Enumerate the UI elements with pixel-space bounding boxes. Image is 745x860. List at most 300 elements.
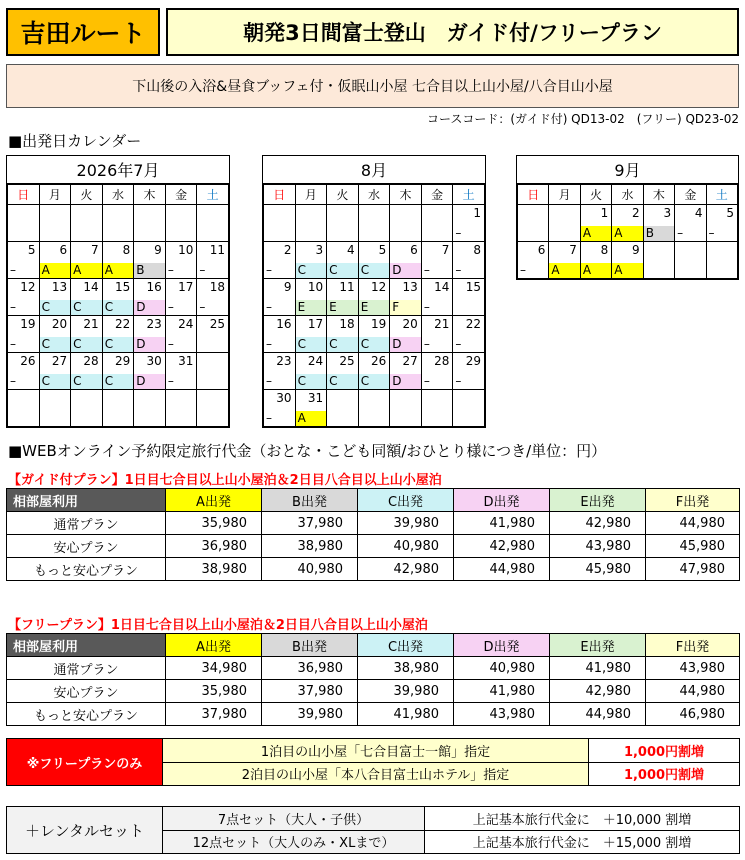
calendar-day bbox=[264, 353, 296, 390]
rental-label: ＋レンタルセット bbox=[7, 807, 163, 854]
calendar-day bbox=[165, 316, 197, 353]
day-number: 30 bbox=[276, 391, 292, 405]
calendar-day bbox=[295, 390, 327, 427]
departure-code: – bbox=[167, 263, 174, 277]
calendar-day bbox=[134, 316, 166, 353]
calendar-day bbox=[390, 353, 422, 390]
weekday-header: 土 bbox=[706, 185, 737, 205]
calendar-empty-cell bbox=[197, 205, 229, 242]
price-cell: 35,980 bbox=[166, 680, 262, 703]
calendar-day bbox=[295, 316, 327, 353]
day-number: 29 bbox=[114, 354, 131, 368]
day-number: 4 bbox=[347, 243, 355, 257]
calendar-day bbox=[295, 353, 327, 390]
free-only-table bbox=[6, 738, 740, 786]
price-cell: 40,980 bbox=[358, 535, 454, 558]
calendar-empty-cell bbox=[549, 205, 580, 242]
calendar-day bbox=[197, 242, 229, 279]
calendar-empty-cell bbox=[706, 242, 737, 279]
calendar-day bbox=[580, 242, 611, 279]
day-number: 23 bbox=[146, 317, 162, 331]
departure-code: – bbox=[455, 337, 462, 351]
weekday-header: 日 bbox=[518, 185, 549, 205]
weekday-header: 月 bbox=[549, 185, 580, 205]
calendar-day bbox=[421, 242, 453, 279]
departure-header: A出発 bbox=[166, 634, 262, 657]
weekday-header: 金 bbox=[675, 185, 706, 205]
calendar-day bbox=[102, 279, 134, 316]
price-cell: 37,980 bbox=[262, 680, 358, 703]
day-number: 18 bbox=[339, 317, 355, 331]
day-number: 2 bbox=[283, 243, 292, 257]
day-number: 7 bbox=[441, 243, 450, 257]
weekday-header: 火 bbox=[580, 185, 611, 205]
free-only-row-text: 2泊目の山小屋「本八合目富士山ホテル」指定 bbox=[163, 762, 589, 786]
departure-code: B bbox=[644, 226, 674, 241]
guide-plan-tag: 【ガイド付プラン】 bbox=[8, 473, 125, 488]
calendar-day bbox=[358, 353, 390, 390]
price-cell: 44,980 bbox=[550, 703, 646, 726]
departure-header: D出発 bbox=[454, 489, 550, 512]
day-number: 8 bbox=[122, 243, 131, 257]
calendar-month-title: 2026年7月 bbox=[7, 156, 229, 184]
calendar-day bbox=[264, 390, 296, 427]
calendar-day bbox=[358, 242, 390, 279]
day-number: 5 bbox=[378, 243, 387, 257]
day-number: 11 bbox=[209, 243, 225, 257]
departure-code: D bbox=[134, 374, 165, 389]
calendar-empty-cell bbox=[165, 205, 197, 242]
departure-header: B出発 bbox=[262, 634, 358, 657]
departure-code: A bbox=[581, 226, 611, 241]
day-number: 15 bbox=[114, 280, 131, 294]
day-number: 21 bbox=[434, 317, 450, 331]
calendar-empty-cell bbox=[39, 205, 71, 242]
calendar-empty-cell bbox=[421, 390, 453, 427]
calendar-day bbox=[102, 353, 134, 390]
weekday-header: 木 bbox=[134, 185, 166, 205]
price-cell: 41,980 bbox=[550, 657, 646, 680]
departure-code bbox=[197, 337, 228, 352]
departure-header: D出発 bbox=[454, 634, 550, 657]
calendar-day bbox=[264, 242, 296, 279]
departure-code: C bbox=[71, 300, 102, 315]
day-number: 4 bbox=[694, 206, 703, 220]
calendar-empty-cell bbox=[134, 205, 166, 242]
day-number: 9 bbox=[154, 243, 162, 257]
calendar-day bbox=[390, 279, 422, 316]
departure-header: C出発 bbox=[358, 634, 454, 657]
calendar-day bbox=[165, 242, 197, 279]
departure-code: E bbox=[296, 300, 327, 315]
calendar-empty-cell bbox=[358, 205, 390, 242]
weekday-header: 火 bbox=[327, 185, 359, 205]
departure-code: C bbox=[40, 300, 71, 315]
rental-note: 上記基本旅行代金に ＋10,000 割増 bbox=[425, 807, 740, 831]
table-row bbox=[7, 535, 740, 558]
calendar-day bbox=[39, 316, 71, 353]
table-row bbox=[7, 558, 740, 581]
price-cell: 43,980 bbox=[454, 703, 550, 726]
price-cell: 44,980 bbox=[646, 512, 740, 535]
departure-code: – bbox=[423, 263, 430, 277]
calendar-day bbox=[612, 242, 643, 279]
day-number: 18 bbox=[209, 280, 225, 294]
departure-code: F bbox=[390, 300, 421, 315]
departure-header: B出発 bbox=[262, 489, 358, 512]
day-number: 5 bbox=[27, 243, 36, 257]
calendar-day bbox=[453, 316, 485, 353]
free-only-row-text: 1泊目の山小屋「七合目富士一館」指定 bbox=[163, 739, 589, 763]
calendar-empty-cell bbox=[327, 390, 359, 427]
calendar-empty-cell bbox=[295, 205, 327, 242]
free-plan-tag: 【フリープラン】 bbox=[8, 618, 111, 633]
page-title: 朝発3日間富士登山 ガイド付/フリープラン bbox=[166, 8, 739, 56]
plan-label: 安心プラン bbox=[7, 680, 166, 703]
free-plan-desc: 1日目七合目以上山小屋泊＆2日目八合目以上山小屋泊 bbox=[110, 618, 428, 633]
day-number: 12 bbox=[20, 280, 36, 294]
price-cell: 36,980 bbox=[262, 657, 358, 680]
rental-set: 12点セット（大人のみ・XLまで） bbox=[163, 830, 425, 854]
day-number: 22 bbox=[465, 317, 481, 331]
departure-code: C bbox=[296, 263, 327, 278]
day-number: 22 bbox=[114, 317, 131, 331]
departure-code: – bbox=[677, 226, 684, 240]
calendar-day bbox=[421, 353, 453, 390]
calendar-empty-cell bbox=[71, 205, 103, 242]
calendar-day bbox=[453, 205, 485, 242]
departure-code: – bbox=[167, 337, 174, 351]
calendar-empty-cell bbox=[358, 390, 390, 427]
day-number: 19 bbox=[370, 317, 387, 331]
rental-note: 上記基本旅行代金に ＋15,000 割増 bbox=[425, 830, 740, 854]
tour-subtitle: 下山後の入浴&昼食ブッフェ付・仮眠山小屋 七合目以上山小屋/八合目山小屋 bbox=[6, 64, 739, 108]
calendar-day bbox=[8, 242, 40, 279]
day-number: 12 bbox=[370, 280, 387, 294]
weekday-header: 水 bbox=[612, 185, 643, 205]
day-number: 14 bbox=[83, 280, 99, 294]
calendar-day bbox=[39, 279, 71, 316]
calendar-day bbox=[706, 205, 737, 242]
departure-header: E出発 bbox=[550, 489, 646, 512]
departure-code: D bbox=[134, 337, 165, 352]
plan-label: 通常プラン bbox=[7, 657, 166, 680]
departure-code: – bbox=[266, 337, 272, 351]
departure-code: – bbox=[10, 300, 16, 314]
departure-code: C bbox=[359, 337, 390, 352]
price-cell: 42,980 bbox=[454, 535, 550, 558]
calendar-day bbox=[327, 242, 359, 279]
departure-code: – bbox=[455, 263, 462, 277]
calendar-day bbox=[197, 279, 229, 316]
departure-code: E bbox=[327, 300, 358, 315]
free-plan-price-table bbox=[6, 633, 740, 726]
calendar-day bbox=[8, 353, 40, 390]
departure-code: C bbox=[103, 337, 134, 352]
weekday-header: 水 bbox=[358, 185, 390, 205]
calendar-section-title: ■出発日カレンダー bbox=[8, 132, 142, 150]
weekday-header: 火 bbox=[71, 185, 103, 205]
departure-code: C bbox=[327, 337, 358, 352]
departure-code: C bbox=[103, 374, 134, 389]
price-cell: 41,980 bbox=[358, 703, 454, 726]
day-number: 6 bbox=[537, 243, 546, 257]
departure-code: – bbox=[10, 337, 16, 351]
free-only-row-price: 1,000円割増 bbox=[589, 762, 740, 786]
day-number: 27 bbox=[402, 354, 418, 368]
calendar-empty-cell bbox=[102, 390, 134, 427]
departure-code: E bbox=[359, 300, 390, 315]
departure-code: A bbox=[612, 263, 642, 278]
departure-header: E出発 bbox=[550, 634, 646, 657]
day-number: 2 bbox=[632, 206, 640, 220]
price-cell: 38,980 bbox=[166, 558, 262, 581]
day-number: 14 bbox=[434, 280, 450, 294]
departure-code: C bbox=[40, 337, 71, 352]
calendar-empty-cell bbox=[643, 242, 674, 279]
calendar-day bbox=[421, 279, 453, 316]
departure-code: – bbox=[708, 226, 715, 240]
price-cell: 34,980 bbox=[166, 657, 262, 680]
calendar-day bbox=[295, 242, 327, 279]
calendar-empty-cell bbox=[165, 390, 197, 427]
departure-code: A bbox=[103, 263, 134, 278]
weekday-header: 月 bbox=[295, 185, 327, 205]
departure-code: – bbox=[167, 300, 174, 314]
free-only-label: ※フリープランのみ bbox=[7, 739, 163, 786]
day-number: 9 bbox=[283, 280, 292, 294]
day-number: 31 bbox=[307, 391, 324, 405]
day-number: 6 bbox=[59, 243, 68, 257]
calendar-empty-cell bbox=[675, 242, 706, 279]
price-cell: 39,980 bbox=[358, 512, 454, 535]
day-number: 15 bbox=[465, 280, 481, 294]
calendar-month-title: 8月 bbox=[263, 156, 485, 184]
departure-code: – bbox=[520, 263, 526, 277]
room-type-header: 相部屋利用 bbox=[7, 489, 166, 512]
calendar-day bbox=[134, 279, 166, 316]
calendar-empty-cell bbox=[453, 390, 485, 427]
calendar-day bbox=[327, 316, 359, 353]
guide-plan-desc: 1日目七合目以上山小屋泊＆2日目八合目以上山小屋泊 bbox=[124, 473, 442, 488]
calendar-day bbox=[643, 205, 674, 242]
departure-code: C bbox=[359, 374, 390, 389]
calendar-day bbox=[390, 242, 422, 279]
calendar-empty-cell bbox=[390, 390, 422, 427]
calendar-empty-cell bbox=[421, 205, 453, 242]
price-cell: 40,980 bbox=[262, 558, 358, 581]
departure-code: – bbox=[10, 374, 16, 388]
departure-code: – bbox=[266, 300, 272, 314]
calendar-day bbox=[39, 353, 71, 390]
weekday-header: 水 bbox=[102, 185, 134, 205]
calendar-empty-cell bbox=[102, 205, 134, 242]
day-number: 25 bbox=[209, 317, 225, 331]
calendar-day bbox=[453, 279, 485, 316]
price-cell: 45,980 bbox=[550, 558, 646, 581]
day-number: 9 bbox=[632, 243, 640, 257]
rental-table bbox=[6, 806, 740, 854]
day-number: 28 bbox=[434, 354, 450, 368]
departure-code: – bbox=[266, 411, 272, 425]
day-number: 24 bbox=[307, 354, 324, 368]
day-number: 7 bbox=[91, 243, 99, 257]
calendar-day bbox=[675, 205, 706, 242]
calendar-day bbox=[453, 242, 485, 279]
price-cell: 39,980 bbox=[262, 703, 358, 726]
departure-header: A出発 bbox=[166, 489, 262, 512]
calendar-empty-cell bbox=[39, 390, 71, 427]
departure-header: F出発 bbox=[646, 489, 740, 512]
calendar-day bbox=[134, 242, 166, 279]
departure-code: – bbox=[423, 300, 430, 314]
price-cell: 41,980 bbox=[454, 512, 550, 535]
day-number: 27 bbox=[51, 354, 68, 368]
calendar-day bbox=[390, 316, 422, 353]
departure-code: – bbox=[199, 263, 206, 277]
calendar-empty-cell bbox=[518, 205, 549, 242]
price-cell: 42,980 bbox=[358, 558, 454, 581]
departure-code: C bbox=[71, 337, 102, 352]
calendar-day bbox=[197, 316, 229, 353]
rental-set: 7点セット（大人・子供） bbox=[163, 807, 425, 831]
price-cell: 43,980 bbox=[550, 535, 646, 558]
calendar-day bbox=[8, 316, 40, 353]
day-number: 1 bbox=[473, 206, 481, 220]
table-row bbox=[7, 680, 740, 703]
weekday-header: 木 bbox=[390, 185, 422, 205]
price-cell: 44,980 bbox=[454, 558, 550, 581]
departure-code: A bbox=[296, 411, 327, 426]
day-number: 11 bbox=[339, 280, 355, 294]
day-number: 25 bbox=[339, 354, 355, 368]
price-cell: 47,980 bbox=[646, 558, 740, 581]
price-section-title: ■WEBオンライン予約限定旅行代金（おとな・こども同額/おひとり様につき/単位：円） bbox=[8, 442, 607, 460]
price-cell: 35,980 bbox=[166, 512, 262, 535]
departure-code: C bbox=[327, 263, 358, 278]
calendar-day bbox=[71, 279, 103, 316]
calendar-empty-cell bbox=[327, 205, 359, 242]
departure-code: D bbox=[390, 374, 421, 389]
departure-code: C bbox=[40, 374, 71, 389]
departure-code: A bbox=[581, 263, 611, 278]
departure-code: – bbox=[199, 300, 206, 314]
room-type-header: 相部屋利用 bbox=[7, 634, 166, 657]
day-number: 5 bbox=[726, 206, 734, 220]
calendar-day bbox=[264, 316, 296, 353]
table-row bbox=[7, 703, 740, 726]
departure-code: A bbox=[40, 263, 71, 278]
price-cell: 44,980 bbox=[646, 680, 740, 703]
weekday-header: 金 bbox=[421, 185, 453, 205]
departure-code: C bbox=[296, 337, 327, 352]
departure-code: D bbox=[390, 337, 421, 352]
departure-code: A bbox=[612, 226, 642, 241]
calendar-day bbox=[295, 279, 327, 316]
day-number: 20 bbox=[51, 317, 68, 331]
calendar-day bbox=[71, 316, 103, 353]
calendar-day bbox=[453, 353, 485, 390]
calendar-day bbox=[264, 279, 296, 316]
departure-code: – bbox=[455, 226, 462, 240]
day-number: 28 bbox=[83, 354, 99, 368]
departure-code: – bbox=[266, 374, 272, 388]
calendar-day bbox=[165, 353, 197, 390]
departure-code: – bbox=[455, 374, 462, 388]
price-cell: 43,980 bbox=[646, 657, 740, 680]
calendar-empty-cell bbox=[197, 390, 229, 427]
day-number: 23 bbox=[276, 354, 292, 368]
day-number: 16 bbox=[276, 317, 292, 331]
plan-label: 通常プラン bbox=[7, 512, 166, 535]
calendar-july bbox=[6, 155, 230, 428]
day-number: 13 bbox=[402, 280, 418, 294]
calendar-day bbox=[549, 242, 580, 279]
calendar-day bbox=[134, 353, 166, 390]
price-cell: 36,980 bbox=[166, 535, 262, 558]
day-number: 29 bbox=[465, 354, 481, 368]
day-number: 26 bbox=[20, 354, 36, 368]
departure-header: F出発 bbox=[646, 634, 740, 657]
departure-code bbox=[453, 300, 484, 315]
day-number: 3 bbox=[663, 206, 672, 220]
price-cell: 39,980 bbox=[358, 680, 454, 703]
day-number: 7 bbox=[569, 243, 577, 257]
departure-code: – bbox=[10, 263, 16, 277]
free-only-row-price: 1,000円割増 bbox=[589, 739, 740, 763]
calendar-day bbox=[421, 316, 453, 353]
weekday-header: 日 bbox=[8, 185, 40, 205]
departure-code: – bbox=[423, 337, 430, 351]
departure-code: – bbox=[423, 374, 430, 388]
weekday-header: 木 bbox=[643, 185, 674, 205]
departure-code: D bbox=[134, 300, 165, 315]
calendar-day bbox=[327, 279, 359, 316]
price-cell: 42,980 bbox=[550, 512, 646, 535]
day-number: 19 bbox=[20, 317, 36, 331]
calendar-empty-cell bbox=[8, 390, 40, 427]
price-cell: 38,980 bbox=[262, 535, 358, 558]
calendar-day bbox=[358, 279, 390, 316]
price-cell: 37,980 bbox=[262, 512, 358, 535]
calendar-empty-cell bbox=[134, 390, 166, 427]
day-number: 13 bbox=[51, 280, 68, 294]
departure-code: C bbox=[71, 374, 102, 389]
calendar-empty-cell bbox=[8, 205, 40, 242]
day-number: 8 bbox=[600, 243, 609, 257]
price-cell: 41,980 bbox=[454, 680, 550, 703]
calendar-day bbox=[327, 353, 359, 390]
departure-code: – bbox=[167, 374, 174, 388]
departure-code: D bbox=[390, 263, 421, 278]
calendar-august bbox=[262, 155, 486, 428]
route-title: 吉田ルート bbox=[6, 8, 160, 56]
day-number: 10 bbox=[178, 243, 194, 257]
calendar-september bbox=[516, 155, 739, 280]
plan-label: 安心プラン bbox=[7, 535, 166, 558]
weekday-header: 金 bbox=[165, 185, 197, 205]
day-number: 24 bbox=[178, 317, 194, 331]
calendar-day bbox=[8, 279, 40, 316]
calendar-empty-cell bbox=[71, 390, 103, 427]
table-row bbox=[7, 657, 740, 680]
guide-plan-price-table bbox=[6, 488, 740, 581]
calendar-empty-cell bbox=[390, 205, 422, 242]
departure-code: C bbox=[296, 374, 327, 389]
price-cell: 42,980 bbox=[550, 680, 646, 703]
departure-header: C出発 bbox=[358, 489, 454, 512]
calendar-day bbox=[71, 242, 103, 279]
